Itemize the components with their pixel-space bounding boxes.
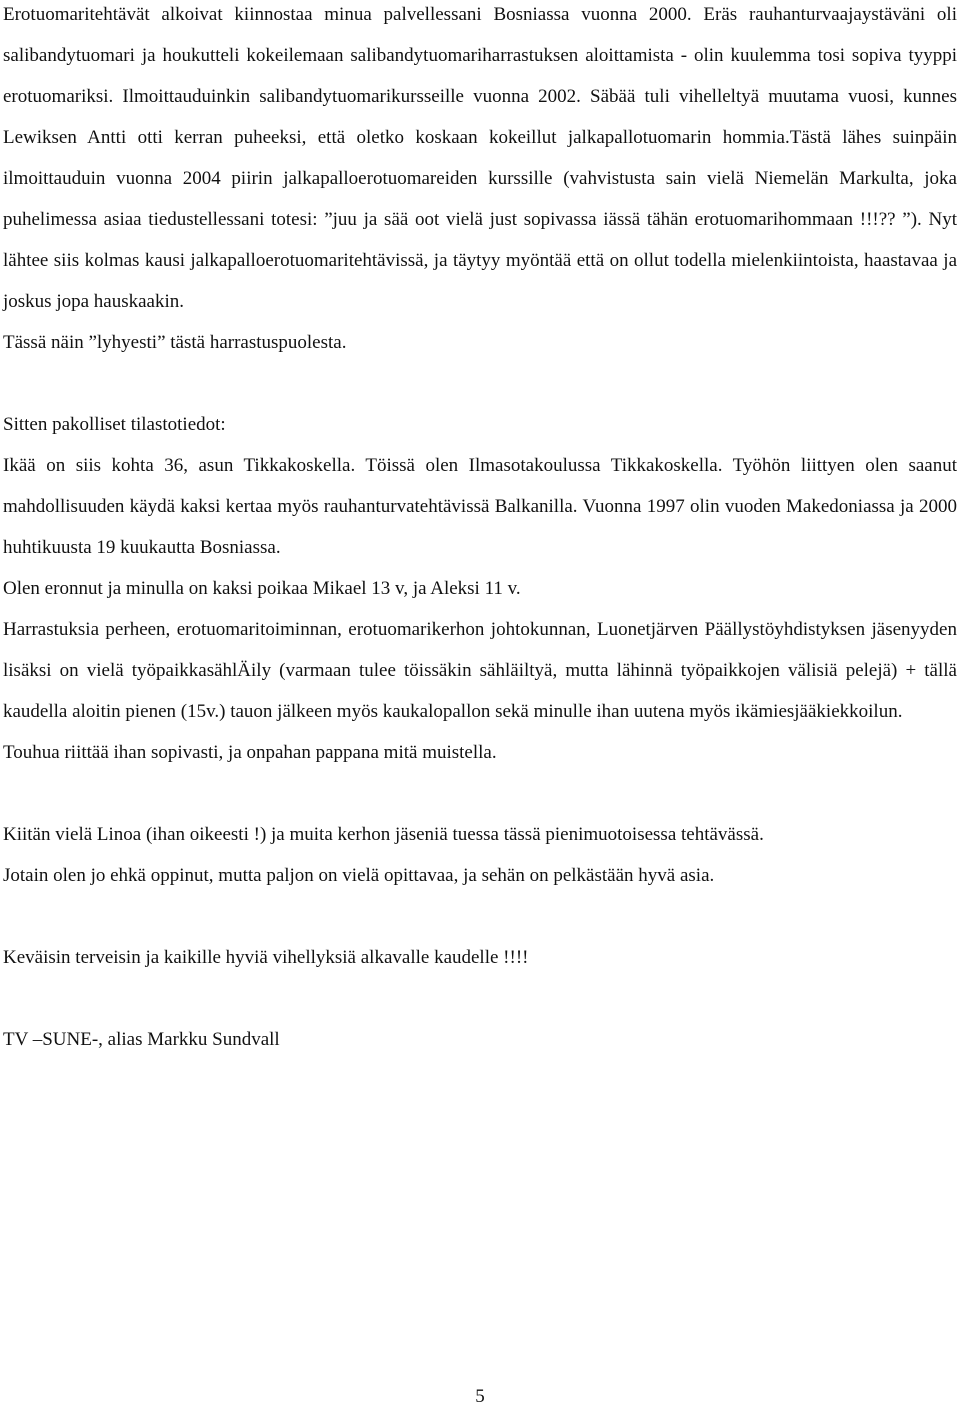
paragraph-refereeing-history: Erotuomaritehtävät alkoivat kiinnostaa minua palvellessani Bosniassa vuonna 2000. Eräs rauhanturvaajaystäväni oli salibandytuomari ja houkutteli kokeilemaan salibandytuomariharrastuksen aloittamista - olin kuulemma tosi sopiva tyyppi erotuomariksi. Ilmoittauduinkin salibandytuomarikursseille vuonna 2002. Säbää tuli vihelleltyä muutama vuosi, kunnes Lewiksen Antti otti kerran puheeksi, että oletko koskaan kokeillut jalkapallotuomarin hommia.Tästä lähes suinpäin ilmoittauduin vuonna 2004 piirin jalkapalloerotuomareiden kurssille (vahvistusta sain vielä Niemelän Markulta, joka puhelimessa asiaa tiedustellessani totesi: ”juu ja sää oot vielä just sopivassa iässä tähän erotuomarihommaan !!!?? ”). Nyt lähtee siis kolmas kausi jalkapalloerotuomaritehtävissä, ja täytyy myöntää että on ollut todella mielenkiintoista, haastavaa ja joskus jopa hauskaakin. bbox=[3, 4, 957, 312]
paragraph-spacer bbox=[3, 978, 957, 1019]
paragraph-spacer bbox=[3, 773, 957, 814]
paragraph-hobbies: Harrastuksia perheen, erotuomaritoiminnan, erotuomarikerhon johtokunnan, Luonetjärven Päällystöyhdistyksen jäsenyyden lisäksi on vielä työpaikkasählÄily (varmaan tulee töissäkin sähläiltyä, mutta lähinnä työpaikkojen välisiä pelejä) + tällä kaudella aloitin pienen (15v.) tauon jälkeen myös kaukalopallon sekä minulle ihan uutena myös ikämiesjääkiekkoilun. bbox=[3, 619, 957, 722]
document-page bbox=[3, 0, 957, 1060]
paragraph-spacer bbox=[3, 896, 957, 937]
signature-line: TV –SUNE-, alias Markku Sundvall bbox=[3, 1029, 280, 1050]
paragraph-summary: Tässä näin ”lyhyesti” tästä harrastuspuolesta. bbox=[3, 332, 347, 353]
paragraph-statistics-heading: Sitten pakolliset tilastotiedot: bbox=[3, 414, 226, 435]
page-number: 5 bbox=[475, 1386, 485, 1407]
paragraph-spacer bbox=[3, 363, 957, 404]
paragraph-family: Olen eronnut ja minulla on kaksi poikaa Mikael 13 v, ja Aleksi 11 v. bbox=[3, 578, 521, 599]
paragraph-greetings: Keväisin terveisin ja kaikille hyviä vihellyksiä alkavalle kaudelle !!!! bbox=[3, 947, 529, 968]
paragraph-learning: Jotain olen jo ehkä oppinut, mutta paljon on vielä opittavaa, ja sehän on pelkästään hyvä asia. bbox=[3, 865, 715, 886]
paragraph-personal-info: Ikää on siis kohta 36, asun Tikkakoskella. Töissä olen Ilmasotakoulussa Tikkakoskella. Työhön liittyen olen saanut mahdollisuuden käydä kaksi kertaa myös rauhanturvatehtävissä Balkanilla. Vuonna 1997 olin vuoden Makedoniassa ja 2000 huhtikuusta 19 kuukautta Bosniassa. bbox=[3, 455, 957, 558]
paragraph-thanks: Kiitän vielä Linoa (ihan oikeesti !) ja muita kerhon jäseniä tuessa tässä pienimuotoisessa tehtävässä. bbox=[3, 824, 764, 845]
paragraph-closing-remark: Touhua riittää ihan sopivasti, ja onpahan pappana mitä muistella. bbox=[3, 742, 497, 763]
